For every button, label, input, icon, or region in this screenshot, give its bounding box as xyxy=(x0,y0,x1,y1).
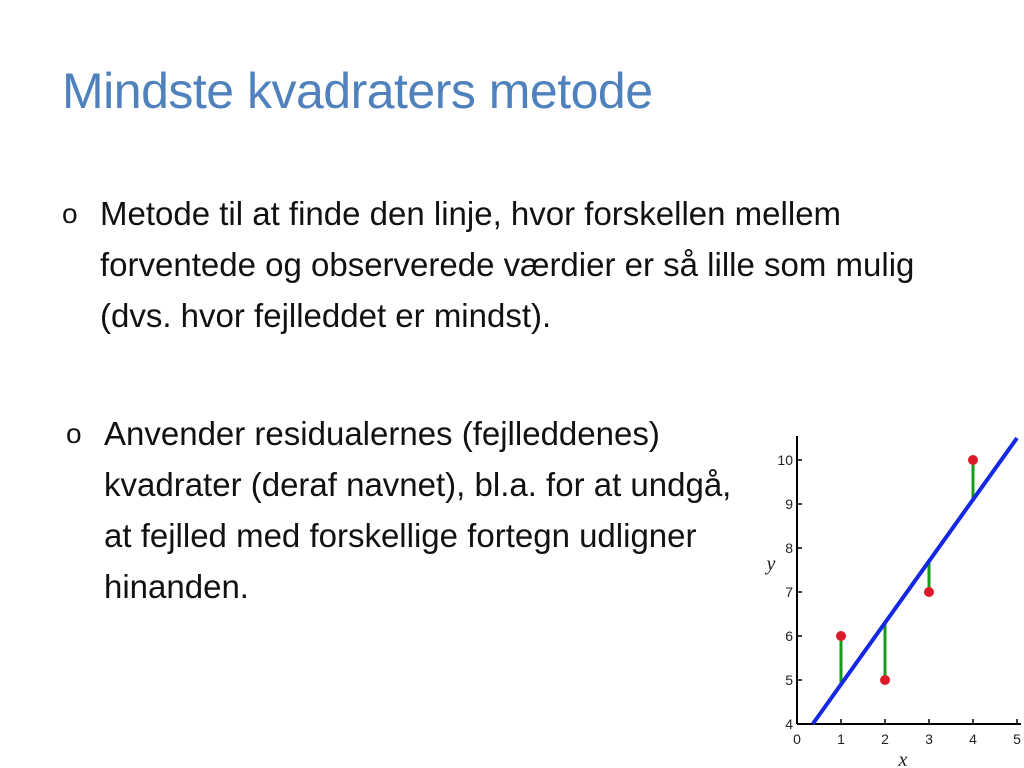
data-point xyxy=(968,455,978,465)
y-tick-label: 9 xyxy=(785,496,793,512)
y-tick-label: 8 xyxy=(785,540,793,556)
x-tick-label: 5 xyxy=(1013,731,1021,747)
data-point xyxy=(880,675,890,685)
data-point xyxy=(924,587,934,597)
x-tick-label: 4 xyxy=(969,731,977,747)
regression-line xyxy=(813,438,1017,724)
x-axis-title: x xyxy=(898,749,908,768)
bullet-text: Anvender residualernes (fejlleddenes) kvadrater (deraf navnet), bl.a. for at undgå, at fejlled med forskellige fortegn udligner hinanden. xyxy=(104,415,732,605)
y-tick-label: 5 xyxy=(785,672,793,688)
y-tick-label: 7 xyxy=(785,584,793,600)
x-tick-label: 1 xyxy=(837,731,845,747)
bullet-item xyxy=(66,408,746,612)
regression-chart xyxy=(755,432,1024,768)
y-tick-label: 4 xyxy=(785,716,793,732)
y-axis-title: y xyxy=(766,553,776,575)
x-tick-label: 3 xyxy=(925,731,933,747)
y-tick-label: 6 xyxy=(785,628,793,644)
y-tick-label: 10 xyxy=(777,452,793,468)
bullet-marker: o xyxy=(66,418,82,449)
x-tick-label: 0 xyxy=(793,731,801,747)
bullet-text: Metode til at finde den linje, hvor forskellen mellem forventede og observerede værdier er så lille som mulig (dvs. hvor fejlleddet er mindst). xyxy=(100,195,915,334)
bullet-marker: o xyxy=(62,198,78,229)
bullet-item xyxy=(62,188,962,341)
data-point xyxy=(836,631,846,641)
x-tick-label: 2 xyxy=(881,731,889,747)
slide-title: Mindste kvadraters metode xyxy=(62,63,653,119)
